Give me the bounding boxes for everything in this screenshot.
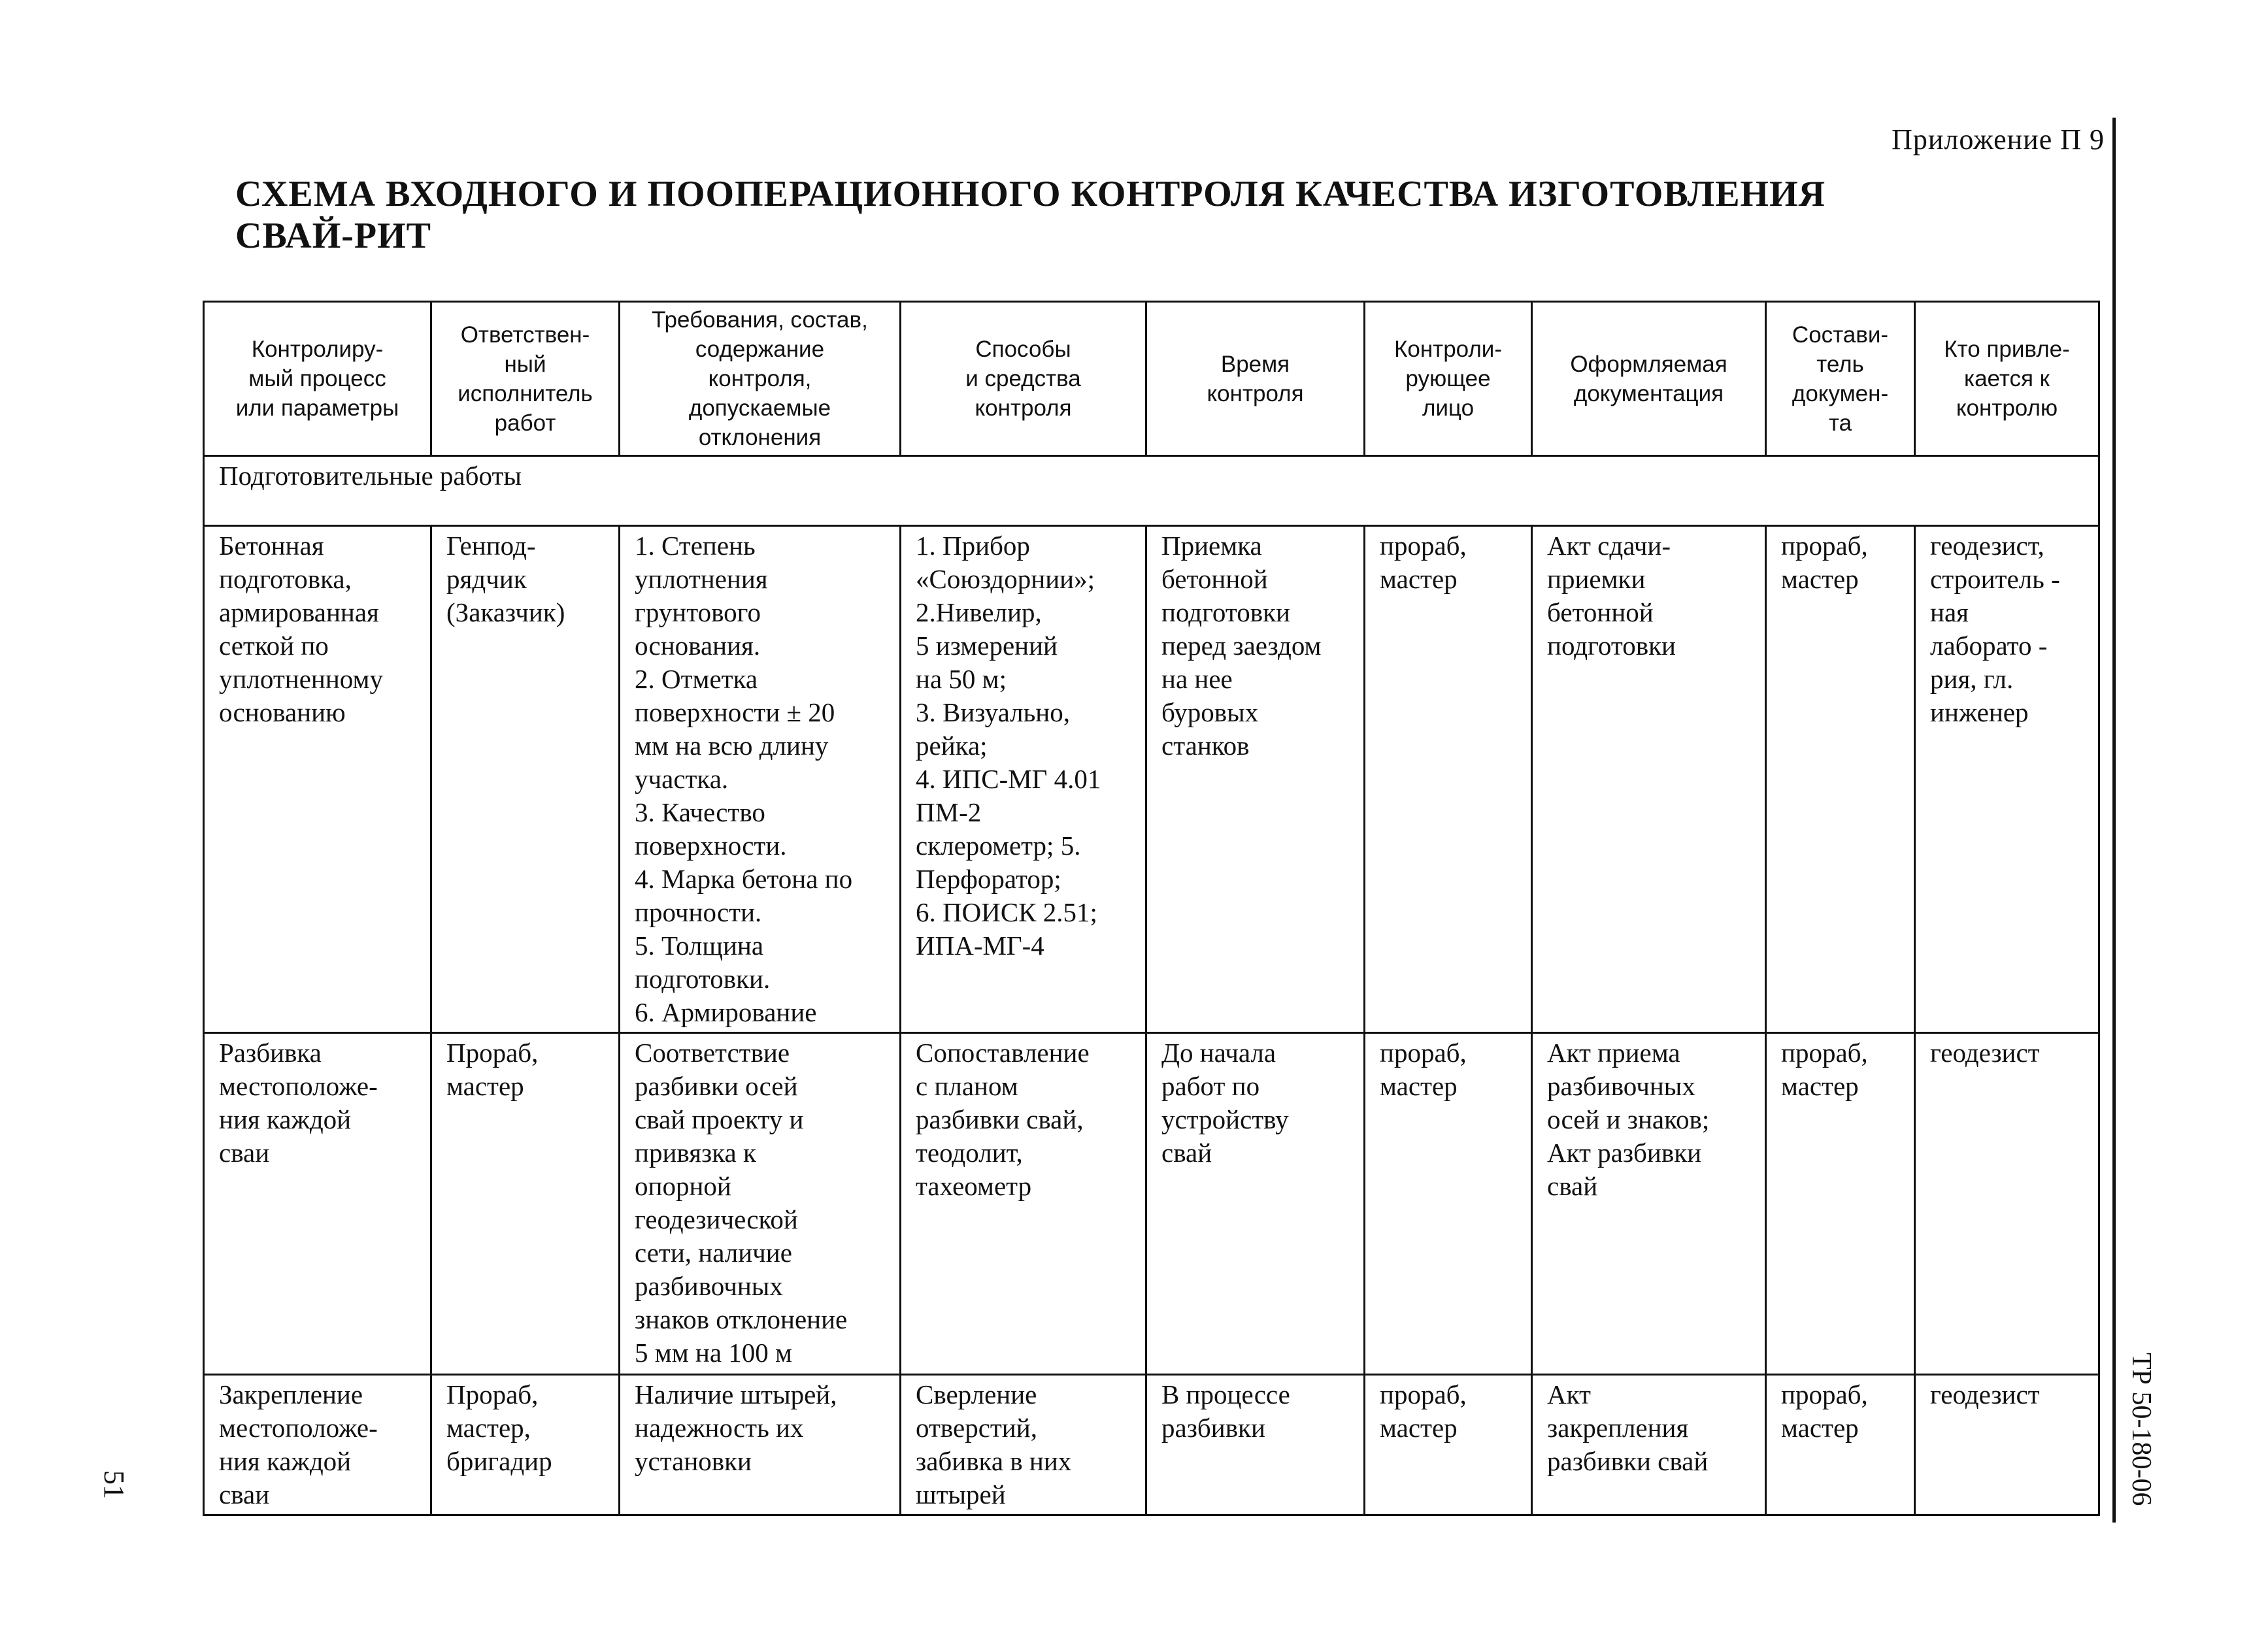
table-row bbox=[204, 1033, 2099, 1375]
cell-line: устройству bbox=[1161, 1104, 1289, 1134]
cell-line: Акт разбивки bbox=[1547, 1138, 1702, 1168]
cell-line: ная bbox=[1930, 597, 1969, 627]
process-cell bbox=[204, 526, 431, 1033]
process-cell bbox=[204, 1375, 431, 1515]
cell-line: мастер bbox=[446, 1071, 524, 1101]
cell-line: грунтового bbox=[635, 597, 761, 627]
cell-line: Приемка bbox=[1161, 531, 1262, 561]
cell-line: геодезист bbox=[1930, 1038, 2040, 1068]
requirements-cell bbox=[620, 526, 901, 1033]
cell-line: теодолит, bbox=[916, 1138, 1023, 1168]
header-documentation bbox=[1532, 302, 1766, 456]
cell-line: Акт сдачи- bbox=[1547, 531, 1671, 561]
cell-line: До начала bbox=[1161, 1038, 1276, 1068]
header-time bbox=[1146, 302, 1365, 456]
header-controller bbox=[1365, 302, 1532, 456]
cell-line: геодезической bbox=[635, 1204, 798, 1234]
cell-line: уплотненному bbox=[219, 664, 383, 694]
cell-line: станков bbox=[1161, 731, 1250, 761]
header-involved bbox=[1915, 302, 2099, 456]
requirements-cell bbox=[620, 1033, 901, 1375]
cell-line: свай проекту и bbox=[635, 1104, 804, 1134]
cell-line: Генпод- bbox=[446, 531, 536, 561]
cell-line: 2.Нивелир, bbox=[916, 597, 1042, 627]
header-line: работ bbox=[494, 410, 556, 436]
executor-cell bbox=[431, 526, 620, 1033]
involved-cell bbox=[1915, 1375, 2099, 1515]
cell-line: Закрепление bbox=[219, 1379, 363, 1409]
cell-line: 3. Визуально, bbox=[916, 697, 1070, 727]
cell-line: 3. Качество bbox=[635, 797, 765, 827]
cell-line: разбивки осей bbox=[635, 1071, 798, 1101]
cell-line: инженер bbox=[1930, 697, 2029, 727]
header-line: или параметры bbox=[235, 395, 399, 421]
cell-line: ПМ-2 bbox=[916, 797, 982, 827]
cell-line: прораб, bbox=[1781, 1038, 1868, 1068]
doc-author-cell bbox=[1766, 526, 1915, 1033]
cell-line: прораб, bbox=[1781, 1379, 1868, 1409]
header-line: Контроли- bbox=[1393, 337, 1502, 362]
cell-line: Прораб, bbox=[446, 1038, 539, 1068]
cell-line: 1. Прибор bbox=[916, 531, 1030, 561]
cell-line: Акт приема bbox=[1547, 1038, 1680, 1068]
cell-line: поверхности ± 20 bbox=[635, 697, 835, 727]
cell-line: прораб, bbox=[1781, 531, 1868, 561]
cell-line: Сверление bbox=[916, 1379, 1037, 1409]
executor-cell bbox=[431, 1033, 620, 1375]
cell-line: 5 мм на 100 м bbox=[635, 1338, 792, 1368]
doc-author-cell bbox=[1766, 1375, 1915, 1515]
cell-line: 4. Марка бетона по bbox=[635, 864, 853, 894]
cell-line: Разбивка bbox=[219, 1038, 322, 1068]
header-line: рующее bbox=[1405, 366, 1491, 391]
cell-line: тахеометр bbox=[916, 1171, 1032, 1201]
controller-cell bbox=[1365, 1375, 1532, 1515]
cell-line: ния каждой bbox=[219, 1446, 352, 1476]
cell-line: местоположе- bbox=[219, 1071, 378, 1101]
header-line: Способы bbox=[975, 337, 1071, 362]
cell-line: мастер, bbox=[446, 1413, 531, 1443]
cell-line: бригадир bbox=[446, 1446, 552, 1476]
cell-line: сети, наличие bbox=[635, 1238, 792, 1268]
involved-cell bbox=[1915, 526, 2099, 1033]
header-line: кается к bbox=[1964, 366, 2050, 391]
cell-line: 2. Отметка bbox=[635, 664, 758, 694]
cell-line: с планом bbox=[916, 1071, 1018, 1101]
cell-line: свай bbox=[1161, 1138, 1212, 1168]
quality-control-table bbox=[203, 301, 2100, 1516]
cell-line: свай bbox=[1547, 1171, 1598, 1201]
header-doc-author bbox=[1766, 302, 1915, 456]
header-methods bbox=[901, 302, 1146, 456]
cell-line: 4. ИПС-МГ 4.01 bbox=[916, 764, 1101, 794]
executor-cell bbox=[431, 1375, 620, 1515]
header-line: Требования, состав, bbox=[652, 307, 868, 333]
cell-line: штырей bbox=[916, 1479, 1006, 1509]
cell-line: подготовки. bbox=[635, 964, 771, 994]
cell-line: мастер bbox=[1380, 1413, 1458, 1443]
cell-line: 1. Степень bbox=[635, 531, 756, 561]
cell-line: Наличие штырей, bbox=[635, 1379, 837, 1409]
cell-line: мм на всю длину bbox=[635, 731, 829, 761]
header-line: Контролиру- bbox=[251, 337, 384, 362]
header-line: докумен- bbox=[1792, 380, 1889, 406]
cell-line: склерометр; 5. bbox=[916, 831, 1081, 861]
cell-line: осей и знаков; bbox=[1547, 1104, 1710, 1134]
cell-line: ния каждой bbox=[219, 1104, 352, 1134]
header-line: контроля, bbox=[708, 366, 812, 391]
table-row bbox=[204, 1375, 2099, 1515]
cell-line: рейка; bbox=[916, 731, 988, 761]
cell-line: закрепления bbox=[1547, 1413, 1689, 1443]
cell-line: Прораб, bbox=[446, 1379, 539, 1409]
cell-line: подготовки bbox=[1161, 597, 1290, 627]
process-cell bbox=[204, 1033, 431, 1375]
cell-line: бетонной bbox=[1547, 597, 1654, 627]
cell-line: привязка к bbox=[635, 1138, 756, 1168]
cell-line: геодезист bbox=[1930, 1379, 2040, 1409]
header-line: и средства bbox=[965, 366, 1081, 391]
cell-line: прочности. bbox=[635, 897, 762, 927]
cell-line: бетонной bbox=[1161, 564, 1268, 594]
cell-line: основания. bbox=[635, 631, 761, 661]
appendix-label: Приложение П 9 bbox=[1892, 124, 2105, 156]
cell-line: рия, гл. bbox=[1930, 664, 2014, 694]
cell-line: основанию bbox=[219, 697, 346, 727]
controller-cell bbox=[1365, 1033, 1532, 1375]
cell-line: участка. bbox=[635, 764, 729, 794]
cell-line: уплотнения bbox=[635, 564, 768, 594]
cell-line: надежность их bbox=[635, 1413, 804, 1443]
cell-line: разбивки свай bbox=[1547, 1446, 1709, 1476]
section-title: Подготовительные работы bbox=[204, 456, 2099, 526]
cell-line: Бетонная bbox=[219, 531, 324, 561]
header-line: Кто привле- bbox=[1944, 337, 2070, 362]
cell-line: мастер bbox=[1380, 1071, 1458, 1101]
cell-line: В процессе bbox=[1161, 1379, 1290, 1409]
cell-line: армированная bbox=[219, 597, 379, 627]
time-cell bbox=[1146, 1375, 1365, 1515]
header-line: контроля bbox=[975, 395, 1072, 421]
cell-line: сеткой по bbox=[219, 631, 329, 661]
header-requirements bbox=[620, 302, 901, 456]
cell-line: 6. ПОИСК 2.51; bbox=[916, 897, 1097, 927]
cell-line: мастер bbox=[1781, 1071, 1859, 1101]
header-line: Время bbox=[1220, 351, 1290, 377]
cell-line: мастер bbox=[1781, 564, 1859, 594]
cell-line: рядчик bbox=[446, 564, 527, 594]
doc-author-cell bbox=[1766, 1033, 1915, 1375]
header-line: мый процесс bbox=[248, 366, 386, 391]
cell-line: мастер bbox=[1380, 564, 1458, 594]
cell-line: отверстий, bbox=[916, 1413, 1037, 1443]
cell-line: «Союздорнии»; bbox=[916, 564, 1095, 594]
page-number: 51 bbox=[98, 1470, 130, 1499]
controller-cell bbox=[1365, 526, 1532, 1033]
cell-line: поверхности. bbox=[635, 831, 787, 861]
cell-line: сваи bbox=[219, 1479, 270, 1509]
cell-line: Сопоставление bbox=[916, 1038, 1090, 1068]
cell-line: забивка в них bbox=[916, 1446, 1072, 1476]
cell-line: работ по bbox=[1161, 1071, 1260, 1101]
cell-line: Перфоратор; bbox=[916, 864, 1061, 894]
header-line: Оформляемая bbox=[1570, 351, 1727, 377]
methods-cell bbox=[901, 1375, 1146, 1515]
header-line: контроля bbox=[1207, 380, 1304, 406]
time-cell bbox=[1146, 1033, 1365, 1375]
document-code: ТР 50-180-06 bbox=[2126, 1353, 2156, 1506]
header-line: документация bbox=[1573, 380, 1724, 406]
involved-cell bbox=[1915, 1033, 2099, 1375]
cell-line: (Заказчик) bbox=[446, 597, 565, 627]
cell-line: подготовки bbox=[1547, 631, 1676, 661]
cell-line: прораб, bbox=[1380, 1379, 1467, 1409]
header-line: отклонения bbox=[698, 425, 822, 450]
header-line: тель bbox=[1816, 351, 1864, 377]
header-line: та bbox=[1828, 410, 1852, 436]
cell-line: местоположе- bbox=[219, 1413, 378, 1443]
cell-line: геодезист, bbox=[1930, 531, 2044, 561]
methods-cell bbox=[901, 1033, 1146, 1375]
cell-line: Соответствие bbox=[635, 1038, 790, 1068]
cell-line: Акт bbox=[1547, 1379, 1591, 1409]
methods-cell bbox=[901, 526, 1146, 1033]
cell-line: ИПА-МГ-4 bbox=[916, 931, 1044, 961]
cell-line: прораб, bbox=[1380, 1038, 1467, 1068]
cell-line: строитель - bbox=[1930, 564, 2060, 594]
header-line: контролю bbox=[1956, 395, 2058, 421]
cell-line: разбивочных bbox=[1547, 1071, 1695, 1101]
cell-line: разбивочных bbox=[635, 1271, 783, 1301]
header-line: содержание bbox=[695, 337, 825, 362]
documentation-cell bbox=[1532, 1033, 1766, 1375]
header-line: допускаемые bbox=[688, 395, 831, 421]
cell-line: 6. Армирование bbox=[635, 997, 817, 1027]
cell-line: установки bbox=[635, 1446, 752, 1476]
header-line: лицо bbox=[1422, 395, 1475, 421]
cell-line: знаков отклонение bbox=[635, 1304, 848, 1334]
section-row bbox=[204, 456, 2099, 526]
cell-line: лаборато - bbox=[1930, 631, 2048, 661]
header-process bbox=[204, 302, 431, 456]
header-line: Ответствен- bbox=[460, 321, 590, 348]
page-title: СХЕМА ВХОДНОГО И ПООПЕРАЦИОННОГО КОНТРОЛЯ КАЧЕСТВА ИЗГОТОВЛЕНИЯ СВАЙ-РИТ bbox=[235, 174, 1826, 256]
time-cell bbox=[1146, 526, 1365, 1033]
documentation-cell bbox=[1532, 526, 1766, 1033]
cell-line: разбивки свай, bbox=[916, 1104, 1084, 1134]
header-line: Состави- bbox=[1792, 321, 1889, 348]
header-line: ный bbox=[504, 351, 546, 377]
table-row bbox=[204, 526, 2099, 1033]
cell-line: 5 измерений bbox=[916, 631, 1058, 661]
cell-line: буровых bbox=[1161, 697, 1259, 727]
header-executor bbox=[431, 302, 620, 456]
header-row bbox=[204, 302, 2099, 456]
cell-line: приемки bbox=[1547, 564, 1646, 594]
cell-line: на 50 м; bbox=[916, 664, 1007, 694]
cell-line: сваи bbox=[219, 1138, 270, 1168]
header-line: исполнитель bbox=[458, 380, 593, 406]
right-margin-rule bbox=[2112, 118, 2116, 1523]
cell-line: на нее bbox=[1161, 664, 1233, 694]
cell-line: опорной bbox=[635, 1171, 731, 1201]
cell-line: 5. Толщина bbox=[635, 931, 764, 961]
documentation-cell bbox=[1532, 1375, 1766, 1515]
cell-line: подготовка, bbox=[219, 564, 352, 594]
cell-line: перед заездом bbox=[1161, 631, 1322, 661]
cell-line: мастер bbox=[1781, 1413, 1859, 1443]
cell-line: разбивки bbox=[1161, 1413, 1265, 1443]
cell-line: прораб, bbox=[1380, 531, 1467, 561]
requirements-cell bbox=[620, 1375, 901, 1515]
